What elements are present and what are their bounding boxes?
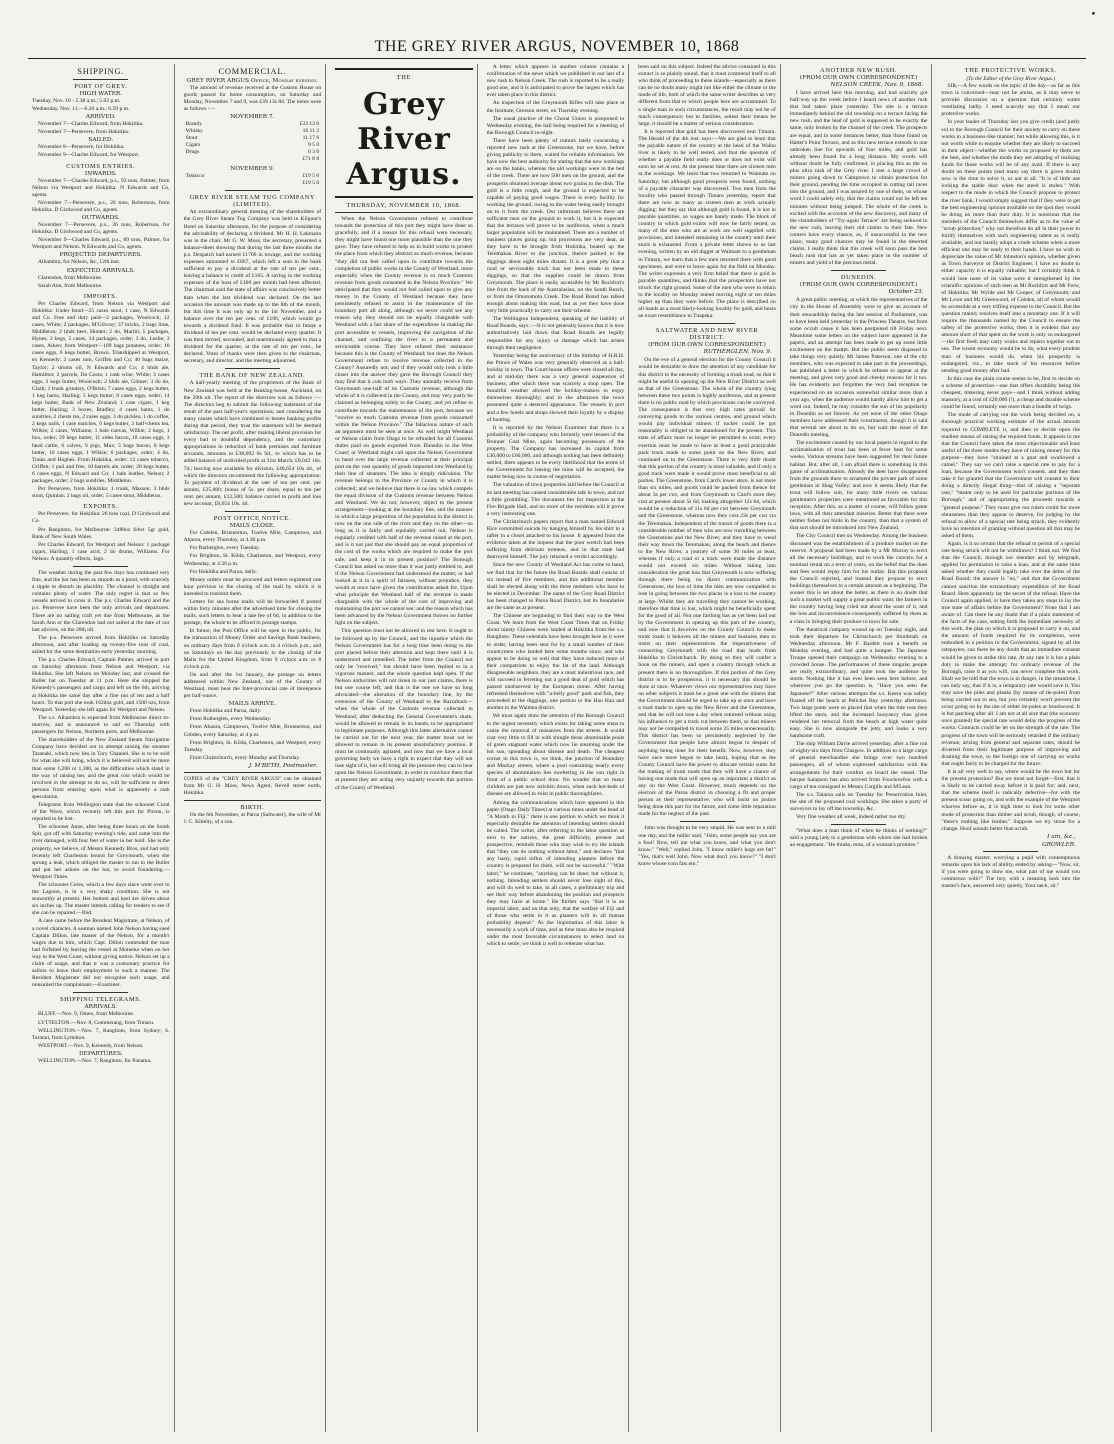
paragraph: SIR,—A few words on the topic of the day—as far as this town is concerned—may not be amiss, as it may serve to provoke discussion on a question that certainly wants ventilating badly. I need scarcely say that I mean our protective works. xyxy=(941,83,1080,118)
section-subheading: GREY RIVER STEAM TUG COMPANY (LIMITED). xyxy=(189,194,316,209)
paragraph: Per Rangitoto, for Melbourne: 3488oz 6dwt 5gr gold, Bank of New South Wales. xyxy=(32,526,170,540)
section-subheading: THE BANK OF NEW ZEALAND. xyxy=(199,372,306,380)
paragraph: Since the new County of Westland Act has come to hand, we find that for the future the Road Boards shall consist of six instead of five members, and this additional member shall be elected along with the three members who have to be elected in December. The name of the Grey Road District has been changed to Paroa Road District, but its boundaries are the same as at present. xyxy=(486,562,625,612)
paragraph: The excitement caused by our local papers in regard to the acclimatisation of trout has been at fever heat for some weeks. Various streams have been suggested for their future habitat. But, after all, I am afraid there is something in this game of acclimatisation. Already the deer have disappeared from the grounds there to ornament the private park of some gentleman in Shag Valley; and now it seems likely that the trout will follow suit, for many little rivers on various gentlemen's properties were mentioned as favorable for this reception. After this, as a matter of course, will follow game laws, with all their attendant miseries. Better that there were neither fishes nor birds in the country, than that a system of that sort should be introduced into New Zealand. xyxy=(789,440,928,532)
table-cell-item: Cigars xyxy=(185,142,201,149)
section-subheading: DUNEDIN. xyxy=(840,274,877,282)
section-subheading: THE PROTECTIVE WORKS. xyxy=(964,67,1057,74)
section-subheading: ANOTHER NEW RUSH. xyxy=(820,67,898,74)
paragraph: Tuesday, Nov. 10 - 5.38 a.m.; 5.02 p.m. xyxy=(32,98,121,104)
label: MAILS ARRIVE. xyxy=(228,701,277,708)
section-heading: COMMERCIAL. xyxy=(218,67,287,76)
label: DEPARTURES. xyxy=(78,1050,123,1057)
letter-address: (To the Editor of the Grey River Argus.) xyxy=(966,76,1056,82)
paragraph: For Rutherglen, every Tuesday. xyxy=(189,545,260,552)
paragraph: Among the communications which have appeared in this paper (Otago Daily Times) at various times under the head of "A Month in Fiji," there is one portion to which we think it especially desirable the attention of intending settlers should be called. The writer, after referring to the labor question as next to the natives, the great difficulty, present and prospective, reminds those who may wish to try the islands that "they can do nothing without labor," and declares "that any hasty, rapid influx of intending planters before the country is prepared for them, will not be successful." "With labor," he continues, "anything can be done; but without it, nothing. Intending settlers should never lose sight of this, and will do well to take, in all cases, a preliminary trip and see their way before abandoning the position and prospects they may have at home." He further says "that it is an imperial labor, and on that only, that the welfare of Fiji and of those who settle in it as planters will in all human probability depend." As the importation of this labor is necessarily a work of time, and as time must also be required under the most favorable circumstances to select land on which to settle, we think it well to reiterate what has xyxy=(486,799,625,948)
label: (FROM OUR OWN CORRESPONDENT.) xyxy=(799,75,918,81)
section-subheading: EXPORTS. xyxy=(83,503,118,511)
paragraph: The weather during the past few days has continued very fine, and the bar has been as smooth as a pond, with scarcely a ripple to disturb its placidity. The channel is straight and contains plenty of water. The only regret is that so few vessels arrived to cross it. The p.s. Charles Edward and the p.s. Persevere have been the only arrivals and departures. There are no sailing craft yet due from Melbourne, as the Sarah Ann or the Clarendon had not sailed at the date of our last advices, on the 28th ult. xyxy=(32,569,170,633)
table-cell-item: Whisky xyxy=(185,128,203,135)
paragraph: The s.s. Taiaroa sails on Tuesday for Preservation Inlet, the site of the proposed coal workings. She takes a party of surveyors to lay off the township, &c. xyxy=(789,791,928,812)
paragraph: been said on this subject. Indeed the advice contained in this extract is so plainly sound, that it must commend itself to all who think of proceeding to these islands—especially as there can be no doubt many might not like either the climate or the mode of life, both of which the same writer describes as very different from that to which people here are accustomed. To a single man in such circumstances, the result may not be of much consequence; but to families, unless their means be large, it should be a matter of serious consideration. xyxy=(638,64,776,127)
label: (FROM OUR OWN CORRESPONDENT.) xyxy=(799,282,918,289)
paragraph: "What does a man think of when he thinks of nothing?" said a young lady to a gentleman with whom she had broken an engagement. "He thinks, miss, of a woman's promise." xyxy=(789,828,928,849)
label: GREY RIVER ARGUS Office, Monday evening. xyxy=(186,78,318,84)
divider xyxy=(184,800,322,801)
table-cell-amount: £19 5 0 xyxy=(302,173,320,180)
paragraph: A letter which appears in another column contains a confirmation of the news which we published in our last of a new rush to Nelson Creek. The rush is reported to be a really good one, and it is anticipated to prove the largest which has ever taken place in this district. xyxy=(486,64,625,99)
table-row xyxy=(184,128,322,135)
paragraph: From Hokitika and Paroa, daily. xyxy=(189,708,262,715)
paragraph: WELLINGTON.—Nov. 7, Rangitoto, for Panama. xyxy=(38,1057,152,1064)
paragraph: The City Council met on Wednesday. Among the business discussed was the establishment of a produce market on the reserve. A proposal had been made by a Mr Murray to erect all the necessary buildings, and to work the concern for a nominal rental on a term of years, on the belief that the dues and fees would repay him for his outlay. But this proposal the Council rejected, and instead they propose to erect buildings themselves to a certain amount as a beginning. The sooner this is set about the better, as there is no doubt that such a market will supply a great public want; the farmers in the country having long cried out about the want of it, and the loss and inconvenience consequently suffered by them as a class in bringing their produce to town for sale. xyxy=(789,533,928,625)
column-1 xyxy=(32,64,175,1432)
label: INWARDS. xyxy=(84,170,117,177)
section-subheading: PORT OF GREY. xyxy=(74,83,128,90)
columns xyxy=(32,64,1084,1432)
label: NOVEMBER 9. xyxy=(230,166,275,173)
divider xyxy=(983,851,1038,852)
paragraph: A great public meeting, at which the representatives of the city in the House of Assembly were to give an account of their stewardship during the late session of Parliament, was to have been held yesterday in the Princess Theatre, but from some occult cause it has been postponed till Friday next. Meantime some letters on the subject have appeared in the papers, and an attempt has been made to get up some little excitement on the matter. But the public seem disposed to take things very quietly. Mr James Paterson, one of the city members, who was expected to take part in the proceedings, has published a letter in which he refuses to appear at the meeting, and gives very good and cheeky reasons for it too. He has evidently not forgotten the very bad reception he experienced on an occasion somewhat similar more than a year ago, when the audience would hardly allow him to get a word out. Indeed, he may consider the sun of his popularity in Dunedin as set forever. As yet none of the other Otago members have addressed their constituents, though it is said that several are about to do so, but wait the issue of the Dunedin meeting. xyxy=(789,297,928,439)
paragraph: The usual practice of the Choral Union is postponed to Wednesday evening, the hall being required for a meeting of the Borough Council to-night. xyxy=(486,115,625,136)
table-row xyxy=(184,142,322,149)
paragraph: Per Charles Edward, for Westport and Nelson: 1 package cigars, Harling; 1 case acid, 2 do drums, Williams. For Nelson: A quantity effects, Jago. xyxy=(32,541,170,562)
section-subheading: SHIPPING TELEGRAMS. xyxy=(59,996,142,1004)
divider xyxy=(225,190,280,191)
label: HIGH WATER. xyxy=(79,91,123,97)
column-5 xyxy=(638,64,781,1432)
paragraph: For Hokitika and Paroa, daily. xyxy=(189,568,257,575)
paragraph: On the 6th November, at Paroa (Saltwater), the wife of Mr J. C. Kittelty, of a son. xyxy=(183,812,322,826)
paragraph: November 7—Charles Edward, from Hokitika. xyxy=(38,121,144,128)
letter-signature: GROWLER. xyxy=(1041,841,1076,848)
paragraph: A drawing master, worrying a pupil with contemptuous remarks upon his lack of ability, ended by asking—"Now, sir, if you were going to draw me, what part of me would you commence with?" The boy, with a meaning look into the master's face, answered very quietly, Your neck, sir." xyxy=(941,854,1080,890)
divider xyxy=(73,566,128,567)
divider xyxy=(335,196,473,198)
paragraph: An extraordinary general meeting of the shareholders of the Grey River Steam Tug Company was held in Kilgour's Hotel on Saturday afternoon, for the purpose of considering the advisability of declaring a dividend. Mr H. H. Lahmann was in the chair. Mr G. W. Moss, the secretary, presented a balance-sheet showing that during the last three months the p.s. Despatch had earned £1706 in towage, and the working expenses amounted to £867, which left a sum in the bank sufficient to pay a dividend at the rate of ten per cent., leaving a balance to credit of £165. A saving in the working expenses of the boat of £100 per month had been affected. The chairman said the state of affairs was conclusively better than when the last dividend was declared. On the last occasion the amount was made up to the 8th of the month, but this time it was only up to the 1st November, and a balance over the ten per cent. of £106, which would go towards a dividend fund. It was probable that in future a dividend of ten per cent. would be declared every quarter. It was then moved, seconded, and unanimously agreed to that a dividend for the quarter, at the rate of ten per cent., be declared. Votes of thanks were then given to the chairman, secretary, and director, and the meeting adjourned. xyxy=(183,209,322,365)
paragraph: Per Persevere, from Hokitika: 1 trunk, Masson; 3 hhds stout, Quinlan; 2 bags oil, order; 5 cases stout, Middleton. xyxy=(32,486,170,500)
column-7 xyxy=(941,64,1084,1432)
nameplate-the: THE xyxy=(396,74,412,81)
paragraph: The s.s. Alhambra is expected from Melbourne direct to-morrow, and is announced to sail on Thursday with passengers for Nelson, Northern ports, and Melbourne. xyxy=(32,714,170,736)
masthead-rule xyxy=(28,58,1086,59)
paragraph: The ship William Davie arrived yesterday, after a fine run of eighty-six days from Glasgow. In addition to a large cargo of general merchandise she brings over two hundred passengers, all of whom expressed satisfaction with the arrangements for their comfort on board the vessel. The barque Sampson has also arrived from Foochowfoo with a cargo of tea consigned to Messrs Cargills and M'Lean. xyxy=(789,741,928,790)
divider xyxy=(831,270,886,271)
paragraph: November 8—Persevere, for Hokitika. xyxy=(38,144,125,151)
paragraph: The shareholders of the New Zealand Steam Navigation Company have decided not to attempt raising the steamer Taranaki, which now lies in Tory Channel. She is to be sold for what she will bring, which it is believed will not be more than some 1,200 or 1,300, as the difficulties which stand in the way of raising her, and the great cost which would be involved in the attempt to do so, will be sufficient to deter persons from entering upon what is apparently a rash speculation. xyxy=(32,737,170,800)
paragraph: In this case the plain course seems to be, first to decide on a scheme of protection—one that offers durability being the cheapest, tinkering never pays—and I think without adding masonry, at a cost of £20,000 (!), a cheap and durable scheme could be found, certainly one more than a bundle of twigs. xyxy=(941,375,1080,411)
dateline: THURSDAY, NOVEMBER 10, 1868. xyxy=(346,202,462,209)
paragraph: LYTTELTON.—Nov. 8, Commerang, from Timaru. xyxy=(38,1019,155,1026)
paragraph: Clarendon, from Melbourne. xyxy=(38,274,103,281)
page-corner-mark: • xyxy=(1090,10,1096,20)
divider xyxy=(831,824,886,825)
paragraph: The schooner Ceres, which a few days since went over to the Lagoon, is in a very shaky condition. She is not seaworthy at present. Her bottom and keel are driven about six inches up. The master intends calling for tenders to see if she can be repaired.—Ibid. xyxy=(32,882,170,917)
paragraph: There have been plenty of rumors lately concerning a reported new rush at the Greenstone, but we have, before giving publicity to them, waited for reliable information. We have now the best authority for stating that the new workings are on the banks, whereas the old workings were in the bed of the creek. There are now 500 men on the ground, and the prospects obtained average about two grains to the dish. The gold is a little rough, and the ground is expected to be capable of paying good wages. There is every facility for working the ground, owing to the water being easily brought on to it from the creek. Our informant believes there are sufficient men on the ground to work it, but it is expected that the terraces will prove to be auriferous, when a much larger population will be maintained. There are a number of business places going up, but provisions are very dear, as they have to be brought from Hokitika, boated up the Teremakau River to the junction, thence packed to the diggings about eight miles distant. It is a great pity that a road or serviceable track has not been made to these diggings, so that the supplies could be drawn from Greymouth. The place is easily accessible by Mr Rochfort's line from the back of the Australasian, on the South Beach, or from the Omotomotu Creek. The Road Board has talked enough about making this road, but as yet they have done very little practically to carry out their scheme. xyxy=(486,137,625,315)
paragraph: November 7—Persevere, p.s., 26 tons, Robertson, from Hokitika. D Girdwood and Co, agents. xyxy=(32,199,170,213)
paragraph: John was thought to be very stupid. He was sent to a mill one day, and the miller said, "John, some people say you are a fool! Now, tell me what you know, and what you don't know." "Well," replied John, "I know miller's hogs are fat!" "Yes, that's well John. Now what don't you know?" "I don't know whose corn fats em." xyxy=(638,825,776,867)
paragraph: November 9—Charles Edward, for Westport. xyxy=(38,152,140,159)
paragraph: A case came before the Resident Magistrate, at Nelson, of a novel character. A seaman named John Nelson having sued Captain Dillon, late master of the Nelson, for a month's wages due to him, which Capt. Dillon contended the man had forfeited by leaving the vessel at Motueka when on her way to the West Coast, without giving notice. Nelson set up a claim of usage, and that it was a customary practice for sailors to leave their employment in such a manner. The Resident Magistrate did not recognise such usage, and nonsuited the complainant.—Examiner. xyxy=(32,918,170,989)
divider xyxy=(73,992,128,993)
section-subheading: SALTWATER AND NEW RIVER DISTRICT. xyxy=(655,327,759,342)
table-cell-item: Drugs xyxy=(185,149,200,156)
paragraph: From Rutherglen, every Wednesday. xyxy=(189,716,272,723)
postmaster-signature: J. M'BETH, Postmaster. xyxy=(248,762,318,769)
divider xyxy=(335,68,473,70)
paragraph: It is reported by the Nelson Examiner that there is a probability of the company who formerly were lessees of the Brunner Coal Mine, again becoming possessors of the property. The Company has increased its capital from £30,000 to £60,000, and although nothing has been definitely settled, there appears to be every likelihood that the terms of the Government for leasing the mine will be accepted, the matter being now in course of negotiation. xyxy=(486,424,625,481)
label: EXPECTED ARRIVALS. xyxy=(66,267,135,274)
editorial-paragraph: This question must not be allowed to rest here. It ought to be followed up by the Council, and the injustice which the Nelson Government has for a long time been doing to the port placed before their attention and kept there until it is understood and remedied. The letter from the Council not only be "received," but should have been replied to in a vigorous manner, and the whole question kept open. If the Nelson authorities will not listen to our just claims, there is but one course left, and that is the one we have so long advocated—the alteration of the boundary line, by the extension of the County of Westland to the Razorback—when the whole of the Customs revenue collected in Westland, after deducting the General Government's share, would be allowed to remain in its hands, to be appropriated to legitimate purposes. Although this latter alternative cannot be carried out for the next year, the matter must not be allowed to remain in its present unsatisfactory position. It must be continually agitated, and now that we have a local governing body we have a right to expect that they will not lose sight of it, but will bring all the pressure they can to bear upon the Nelson Government, in order to convince them that at present they are acting very unjustly towards this portion of the County of Westland. xyxy=(335,628,473,791)
section-subheading: IMPORTS. xyxy=(83,292,118,300)
paragraph: From Ahaura, Camptown, Twelve Mile, Brunnerton, and Cobden, every Saturday, at 4 p.m. xyxy=(183,724,322,738)
paragraph: On and after the 1st January, the postage on letters addressed within New Zealand, out of the County of Westland, must bear the Inter-provincial rate of threepence per half-ounce. xyxy=(183,671,322,700)
dateline-place: October 23. xyxy=(888,289,924,296)
revenue-table-nov7 xyxy=(184,121,322,163)
table-cell-item: Brandy xyxy=(185,121,203,128)
table-row xyxy=(184,173,322,180)
section-subheading: BIRTH. xyxy=(240,804,265,812)
paragraph: The p.s. Persevere arrived from Hokitika on Saturday afternoon, and after loading up twenty-five tons of coal, sailed for the same destination early yesterday morning. xyxy=(32,634,170,655)
paragraph: Money orders must be procured and letters registered one hour previous to the closing of the mail by which it is intended to transmit them. xyxy=(183,576,322,597)
copies-notice: COPIES of the "GREY RIVER ARGUS" can be obtained from Mr G. H. Moss, News Agent, Revell street north, Hokitika. xyxy=(183,775,322,797)
nameplate: Grey River Argus. xyxy=(346,87,462,192)
label: ARRIVALS. xyxy=(84,1004,118,1011)
divider xyxy=(225,368,280,369)
table-row xyxy=(184,149,322,156)
paragraph: For Brighton, St. Kilda, Charleston, and Westport, every Wednesday, at 4.30 p.m. xyxy=(183,553,322,567)
paragraph: The Wellington Independent, speaking of the liability of Road Boards, says :—It is not generally known that it is now authoritatively laid down that Road Boards are legally responsible for any injury or damage which has arisen through their negligence. xyxy=(486,316,625,351)
paragraph: On the eve of a general election for the County Council it would be desirable to draw the attention of any candidate for this district to the necessity of forming a trunk road, so that it might be useful in opening up the New River District as well as that of the Greenstone. The whole of the country lying between these two points is highly auriferous, and at present there is no public road by which provisions can be conveyed. The consequence is that very high rates prevail for conveying goods to the various centres, and ground which would pay individual miners if tucker could be got reasonably is obliged to be abandoned for the present. This state of affairs must no longer be permitted to exist; every exertion must be made to have at least a good practicable pack track made to some point on the New River, and continued on to the Greenstone. There is very little doubt that this portion of the country is most valuable, and if only a good track were made it would prove most beneficial to all parties. The Greenstone, from Card's lower store, is not more than six miles, and goods could be packed from thence for about 3s per cwt, and from Greymouth to Card's store they cost at present about 5s 6d, making altogether 12s 6d, which would be a reduction of 11s 6d per cwt between Greymouth and the Greenstone, whereas now they cost 23s per cwt via the Teremakau. Independent of the transit of goods there is a considerable number of men who are now travelling between the Greenstone and the New River, and they have to wend their way down the Teremakau, along the beach and thence to the New River, a journey of some 30 miles at least, whereas if only a road or a track were made the distance would not exceed six miles. Without taking into consideration the great loss that Greymouth is now suffering through there being no direct communication with Greenstone, the loss of time the men are now compelled to lose in going between the two places is a loss to the country at large. Whilst they are travelling they cannot be working, therefore that time is lost, which might be beneficially spent for the good of all. Not one farthing has as yet been laid out by the Government in opening up this part of the country, and now that it devolves on the County Council to make trunk roads it behoves all the miners and business men to insist on their representatives the imperativeness of connecting Greymouth with the road that leads from Hokitika to Christchurch. By doing so they will confer a boon on the miners, and open a country through which at present there is no thoroughfare. If this portion of the Grey district is to be prosperous, it is necessary this should be done at once. Whatever views our representatives may have on other subjects it must be a great one with the miners that the Government should be urged to take up at once and have a road made to open up the New River and the Greenstone, and that he will not lose a day when returned without using his influence to get a track cut between them, so that miners may not be compelled to travel some 25 miles unnecessarily. This district has been so persistently neglected by the Government that people have almost begun to despair of anything being done for their benefit. Now, however, they have once more begun to take heart, hoping that as the County Council have the power to allocate certain sums for the making of trunk roads that they will have a chance of having one made that will open up an important a district as any on the West Coast. However, much depends on the electors of the Paroa district in choosing a fit and proper person as their representative, who will insist on justice being done this part for the future, and some little reparation made for the neglect of the past. xyxy=(638,357,776,818)
table-cell-amount: £33 12 0 xyxy=(299,121,320,128)
table-cell-item: Tobacco xyxy=(185,173,205,180)
section-subheading: POST OFFICE NOTICE. xyxy=(213,515,291,523)
paragraph: WESTPORT.—Nov. 9, Kennedy, from Nelson. xyxy=(38,1042,144,1049)
paragraph: It is reported that gold has been discovered near Timaru. The Herald of the 4th inst. says:—We are glad to learn that the payable nature of the country at the head of the Waiho river is likely to be well tested, and that the question of whether a payable field really does or does not exist will soon be set at rest. At the present time there are sixteen men at the workings. We learn that two returned to Waimate on Saturday; but although good prospects were found, nothing of a payable character was discovered. Two men from the locality who passed through Timaru yesterday, report that there are now as many as sixteen men at work actually digging; but they say that although gold is found, it is not in payable quantities, so wages are barely made. The block of country in which gold exists will now be fairly tested, as many of the men who are at work are well supplied with provisions, and intended remaining in the country until their stock is exhausted. From a private letter shown to us last evening, written by an old digger at Waimate to a gentleman in Timaru, we learn that a few men returned there with good specimens, and were to leave again for the field on Monday. The writer expresses a very firm belief that there is gold in payable quantities, and thinks that the prospectors have not struck the right ground. Some of the men who were to return to the locality on Monday intend moving eight or ten miles higher up than they were before. The place is described on all hands as a most likely-looking locality for gold, and bears an exact resemblance to Tuapeka. xyxy=(638,128,776,320)
label: OUTWARDS. xyxy=(81,215,120,222)
paragraph: Very fine weather all week, indeed rather too dry. xyxy=(795,814,907,821)
paragraph: I have arrived here this morning, and had scarcely got half-way up the creek before I heard news of another rush that had taken place yesterday. The site is a terrace immediately behind the old township on a terrace facing the new rush, and the lead of gold is supposed to be exactly the same, only broken by the channel of the creek. The prospects are equal, and in some instances better, than those found on Hatter's Point Terrace, and as this new terrace extends in one unbroken line for upwards of four miles, and gold has already been found for a long distance. My words will without doubt be fully confirmed, in placing this as the no plus ultra rush of the Grey river. I met a large crowd of miners going down to Camptown to obtain protection for their ground, pending the time occupied in cutting tail races into the ground, and I was assured by one of them, on whose word I could safely rely, that the claims could not be left ten minutes without being jumped. The whole of the creek is excited with the accounts of the new discovery, and many of the claimholders of "Try-again Terrace" are being seduced to the new rush, leaving their old claims to their fate. New comers have every chance, as, if unsuccessful in the new place, many good chances may be found in the deserted claims. I really think that this creek will soon pass the best beach rush that has as yet taken place in the number of miners and yield of the precious metal. xyxy=(789,90,928,267)
paragraph: The mode of carrying out the work being decided on, a thorough practical working estimate of the actual amount required to COMPLETE it, and then to decide upon the readiest means of raising the required funds. It appears to me that the Council have taken the most objectionable and least useful of the three modes they have of raising money for this purpose—they have "strained at a gnat and swallowed a camel." They say we can't raise a special rate to pay for a loan, because the Government won't consent, and they then take it for granted that the Government will consent to their doing a directly illegal thing—that of raising a "separate rate," "meant only to be used for particular portions of the Borough," and of appropriating the proceeds towards a "general purpose." They must give our rulers credit for more obtuseness than they appear to deserve, for judging by the refusal to allow of a special rate being struck, they evidently have no intention of granting without question all that may be asked of them. xyxy=(941,412,1080,539)
paragraph: From Christchurch, every Monday and Thursday. xyxy=(189,754,301,761)
divider xyxy=(184,772,322,773)
paragraph: BLUFF.—Nov. 9, Omeo, from Melbourne. xyxy=(38,1011,135,1018)
paragraph: Alhambra, for Nelson, &c, 12th inst. xyxy=(38,259,121,266)
section-heading: SHIPPING. xyxy=(77,67,125,76)
dateline-place: NELSON CREEK, Nov. 9, 1868. xyxy=(830,82,924,88)
paragraph: Sarah Ann, from Melbourne. xyxy=(38,282,103,289)
paragraph: The valuation of town properties laid before the Council at its last meeting has caused considerable talk in town, and not a little grumbling. The document lies for inspection at the Fire Brigade Hall, and no more of the residents will it prove a very interesting one. xyxy=(486,482,625,517)
table-row xyxy=(184,180,322,187)
masthead xyxy=(28,26,1086,56)
paragraph: Letters for sea borne mails will be forwarded if posted within forty minutes after the advertised time for closing the mails, such letters to bear a late fee of 6d, in addition to the postage, the whole to be affixed in postage stamps. xyxy=(183,598,322,627)
paragraph: For Cobden, Brunnerton, Twelve Mile, Camptown, and Ahaura, every Thursday, at 4.30 p.m. xyxy=(183,530,322,544)
dateline-place: RUTHERGLEN, Nov. 9. xyxy=(703,349,772,356)
column-2 xyxy=(184,64,327,1432)
label: NOVEMBER 7. xyxy=(230,114,275,121)
label: ARRIVED. xyxy=(85,114,116,121)
paragraph: The theatrical company wound up on Tuesday night, and took their departure for Christchurch per Sturdmah on Wednesday afternoon. Mr F. Bardett took a benefit on Monday evening, and had quite a bumper. The Japanese Troupe opened their campaign on Wednesday evening to a crowded house. The performances of these singular people are really extraordinary, and quite took the audience by storm. Nothing like it has ever been seen here before, and wherever you go the question is, "Have you seen the Japanese?" After various attempts the s.s. Keera was safely floated off the beach at Pelichet Bay yesterday afternoon. Two large punts were so placed that when the tide rose they lifted the stern, and the increased buoyancy thus given rendered her removal from the beach at high water quite easy. She is now alongside the jetty, and looks a very handsome craft. xyxy=(789,626,928,740)
paragraph: Telegrams from Wellington state that the schooner Coral of the Wave, which recently left this port for Picton, is reported to be lost. xyxy=(32,801,170,823)
paragraph: Per Charles Edward, from Nelson via Westport and Hokitika: Under bond—25 cases stout, 1 case, N Edwards and Co. Free and duty paid—2 packages, Woolcock; 12 cases, White; 2 packages, M'Gilvray; 37 bricks, 2 bags lime, Middleton; 2 hhds beer, Hunter; 2 do, Martin; 5 packages, Hynes; 2 kegs, 5 cases, 14 packages, order; 3 do, Leslie; 3 cases, Aiken; from Westport—109 bags potatoes, order; 10 cases eggs, 6 kegs butter, Brown. Transhipped at Westport, ex Kennedy: 2 cases rum, Griffen and Co; 40 bags maize, Taylor; 2 drums oil, N Edwards and Co; 4 hhds ale, Hamilton; 2 parcels, Da Costa; 1 cask wine, White; 3 cases eggs, 3 kegs butter, Woolcock; 2 hhds ale, Gilmer; 3 do do, Clark; 1 trunk grindery, O'Brien; 7 cases eggs, 2 kegs butter, 1 keg hams, Harling; 5 kegs butter, 8 cases eggs, order; 14 kegs butter, Bank of New Zealand; 1 case cigars, 1 keg butter, Harling; 3 boxes, Bradley; 4 cases hams, 1 do sundries, 2 chests tea, 2 cases eggs, 3 do pickles, 1 do coffee, 2 kegs nails, 1 case matches, 6 kegs butter, 3 half-chests tea, Wilkie; 2 cases, Williams; 1 bale canvas, Wilkie; 2 kegs, 1 box, order; 29 kegs butter, 11 sides bacon, 18 cases eggs, 3 head cattle, 6 calves, 9 pigs, Max; 5 bags bacon, 8 kegs butter, 16 cases eggs, J Wilkie; 6 packages, order; 4 do, Tonks and Hughes. From Hokitika, order: 12 cases tobacco, Griffen; 1 pail and free, 10 barrels ale, order; 20 kegs butter, 6 cases eggs, N Edward and Co; 1 bale leather, Nelson; 2 packages, order; 2 bags sundries, Middleton. xyxy=(32,300,170,485)
paragraph: The p.s. Charles Edward, Captain Palmer, arrived in port on Saturday afternoon from Nelson and Westport, via Hokitika. She left Nelson on Monday last, and crossed the Buller bar on Tuesday at 11 p.m. Here she shipped the Kennedy's passengers and cargo and left on the 6th, arriving at Hokitika the same day after a fine run of ten and a half hours. To that port she took 162doz gold, and 1500 ozs, from Westport. Yesterday she left again for Westport and Nelson. xyxy=(32,657,170,713)
section-subheading: CUSTOMS ENTRIES. xyxy=(66,162,136,170)
table-cell-amount: 9 5 0 xyxy=(307,142,320,149)
paragraph: Wednesday, Nov. 11.—6.26 a.m.; 6.59 p.m. xyxy=(32,106,130,113)
revenue-table-nov9 xyxy=(184,173,322,187)
paragraph: The Christchurch papers report that a man named Edward Rice committed suicide by hanging himself by his shirt to a rafter in a closet attached to his house. It appeared from the evidence taken at the inquest that the poor wretch had been suffering from delirium tremens, and in that state had destroyed himself. The jury returned a verdict accordingly. xyxy=(486,518,625,561)
divider xyxy=(73,79,128,80)
letter-signoff: I am, &c., xyxy=(1047,833,1076,840)
divider xyxy=(335,212,473,213)
table-row xyxy=(184,156,322,163)
paragraph: A half-yearly meeting of the proprietors of the Bank of New Zealand was held at the Banking-house, Auckland, on the 29th ult. The report of the directors was as follows :— The directors beg to submit the following statement of the result of the past half-year's operations; and considering the many causes which have combined to lessen banking profits during that period, they trust the statement will be deemed satisfactory. The net profit, after making liberal provision for every bad or doubtful dependency, and the customary appropriations in reduction of bank premises and furniture accounts, amounts to £38,692 0s 9d., to which has to be added balance of undivided profit at 31st March, £8,042 10s. 7d.; leaving now available for division, £46,654 10s 4d., of which the directors recommend the following appropriation: To payment of dividend at the rate of ten per cent. per annum, £25,000; bonus of 5s. per share, equal to ten per cent. per annum, £12,500; balance carried to profit and loss new account, £8,654 10s. 4d. xyxy=(183,380,322,508)
paragraph: Yesterday being the anniversary of the birthday of H.R.H. the Prince of Wales was very generally observed as a half-holiday in town. The Court-house offices were closed all day, and at mid-day there was a very general suspension of business, after which there was scarcely a shop open. The beautiful weather allowed the holiday-makers to enjoy themselves thoroughly; and in the afternoon the town presented quite a deserted appearance. The vessels in port and a few hotels and shops showed their loyalty by a display of bunting. xyxy=(486,352,625,423)
paragraph: From Brighton, St. Kilda, Charleston, and Westport, every Tuesday. xyxy=(183,739,322,753)
table-row xyxy=(184,121,322,128)
divider xyxy=(225,511,280,512)
paragraph: November 7—Persevere, from Hokitika. xyxy=(38,129,130,136)
table-cell-item: Stout xyxy=(185,135,198,142)
paragraph: An inspection of the Greymouth Rifles will take place at the Institute, Gresson street, on Thursday evening. xyxy=(486,100,625,114)
paragraph: November 7—Charles Edward, p.s., 93 tons, Palmer, from Nelson via Westport and Hokitika. N Edwards and Co, agents. xyxy=(32,177,170,198)
table-total: £71 8 8 xyxy=(302,156,320,163)
divider xyxy=(680,821,735,822)
editorial-paragraph: When the Nelson Government refused to contribute towards the protection of this port they might have done so gracefully, and if a reason for this refusal were necessary, they might have found one more plausible than the one they gave. They have refused to help us to build works to protect the place from which they abstract so much revenue, because "they did not feel called upon to contribute towards the completion of public works in the County of Westland, more especially when the County revenue is so much Customs revenue from goods consumed in the Nelson Province." We anticipated that they would not feel called upon to give any money to the County of Westland because they have persistently refused to assist in the maintenance of the boundary port all along, although we never could see any reason why they should not be equally chargeable with Westland with a fair share of the expenditure in making the port accessible to vessels, improving the navigation of the channel, and confining the river to a permanent and serviceable course. They have refused their assistance because this is the County of Westland; but does the Nelson Government refuse to receive revenue collected in the County? Assuredly not, and if they would only look a little closer into the answer they gave the Borough Council they may find that it cuts both ways. They annually receive from Greymouth one-half of its Customs revenue, although the whole of it is collected in the County, and may very justly be claimed as belonging solely to the County, and yet refuse to contribute towards the maintenance of the port, because we "receive so much Customs revenue from goods consumed within the Nelson Province." The fallacious nature of such an argument must be seen at once. As well might Westland or Nelson claim from Otago to be refunded for all Customs duties paid on goods exported from Dunedin to the West Coast; or Westland might call upon the Nelson Government to hand over the large revenue collected at their principal port on the vast quantity of goods imported into Westland by their line of steamers. The idea is simply ridiculous. The revenue belongs to the Province or County in which it is collected; and we believe that there is no law which compels the equal division of the Customs revenue between Nelson and Westland. We do not, however, object to the present arrangement—looking at the boundary line, and the manner in which a large proportion of the population in the district is now on the one side of the river and they on the other—so long as it is fairly and equitably carried out, Nelson is regularly credited with half of the revenue raised at the port, and is it not just that she should pay an equal proportion of the cost of the works which are required to make the port safe, and keep it in its present position? The Borough Council has asked no more than it was justly entitled to, and if the Nelson Government had understood the matter, or had looked at it in a spirit of fairness, without prejudice, they would at once have given the contribution asked for. Upon what principle the Westland half of the revenue is made chargeable with the whole of the cost of improving and maintaining the port we cannot see; and the reason which has been advanced by the Nelson Government throws no further light on the subject. xyxy=(335,216,473,627)
paragraph: The amount of revenue received at the Custom House on goods passed for home consumption, on Saturday and Monday, November 7 and 9, was £39 13s 8d. The items were as follows :— xyxy=(183,85,322,113)
column-6 xyxy=(790,64,933,1432)
paragraph: The Chinese are beginning to find their way to the West Coast. We learn from the West Coast Times that on Friday about ninety Chinese were landed at Hokitika from the s.s. Rangitoto. These celestials have been brought here as it were to order, having been sent for by a small number of their countrymen who landed here some months since, and who appear to be doing so well that they have induced more of their compatriots to enjoy the fat of the land. Although disagreeable neighbors, they are a most industrious race, and will succeed in ferreting out a good deal of gold which has passed unobserved by the European miner. After having refreshed themselves with "a-belly good" pork and fish, they proceeded to the diggings, one portion to the Hau Hau and another to the Waimea district. xyxy=(486,613,625,712)
paragraph: In your leader of Thursday last you give credit (and justly so) to the Borough Council for their anxiety to carry on these works in a business-like manner; but while allowing this, is it not worth while to enquire whether they are likely to succeed in their object—whether the works so proposed by them are the best, and whether the mode they are adopting of realising funds for those works will be of any avail. If there is any doubt on these points (and many say there is grave doubt) now is the time to solve it, or not at all. "It is of little use locking the stable door when the steed is stolen." With respect to the mode in which the Council propose to protect the river bank, I would simply suggest that if they were to get the best engineering opinion available on the spot they would be doing no more than their duty. It is notorious that the members of the Council themselves differ as to the value of "scrub protection;" why not therefore do all in their power to fortify themselves with such engineering talent as is really available, and not hastily adopt a crude scheme when a more efficient one may be ready to their hands. I have no wish to depreciate the value of Mr Johnston's opinion, whether given as Town Surveyor or District Engineer. I have no doubt in either capacity it is equally valuable; but I certainly think it would lose none of its value were it strengthened by the scientific opinions of such men as Mr Rochfort and Mr Frew, of Hokitika; Mr Wylde and Mr Cooper, of Greymouth; and Mr Lowe and Mr Greenwood, of Cobden, all of whom would be accessible at a very trifling expense to the Council. But the question mainly resolves itself into a monetary one. If it will require the thousands named by the Council to ensure the safety of the protective works, then it is evident that any amount short of that spent on the work is only so endangered—the first fresh may carry works and repairs together out to sea. The wisest economy would be to do, what every prudent man of business would do, when his prosperity is endangered, viz., to take stock of his resources before sending good money after bad. xyxy=(941,119,1080,374)
paragraph: WELLINGTON.—Nov. 7, Rangitoto, from Sydney; S. Taranui, from Lyttelton. xyxy=(32,1027,170,1041)
label: MAILS CLOSE. xyxy=(229,523,275,530)
label: (FROM OUR OWN CORRESPONDENT.) xyxy=(648,342,766,349)
table-cell-amount: 16 11 2 xyxy=(302,128,320,135)
paragraph: November 7—Persevere, p.s., 26 tons, Robertson, for Hokitika. D Girdwood and Co, agents. xyxy=(32,222,170,236)
table-row xyxy=(184,135,322,142)
paragraph: Per Persevere, for Hokitika: 26 tons coal, D Girdwood and Co. xyxy=(32,511,170,525)
divider xyxy=(680,323,735,324)
paragraph: It is all very well to say, where would be the town but for the present protection? But we must not forget—first, that it is likely to be carried away before it is paid for; and, next, that the scheme itself is radically defective—for with the present scour going on, and with the example of the Westport wharves before us, it is high time to look for some other mode of protection than timber and scrub, though, of course, "there's nothing like leather." Suppose we try stone for a change. Hoof sounds better than scrub. xyxy=(941,769,1080,832)
paragraph: Again, is it so certain that the refusal to permit of a special rate being struck will not be withdrawn? I think not. We find that the Council, through our member and by telegraph, applied for permission to raise a loan, and at the same time asked whether they could legally take over the debts of the Road Board; the answer is "no," and that the Government cannot sanction the extraordinary expenditure of the Road Board. Here apparently lay the secret of the refusal. Have the Council again applied, or have they taken any steps to lay the true state of affairs before the Government? None that I am aware of. Can there be any doubt that if a plain statement of the facts of the case, setting forth the immediate necessity of this work, the plan on which it is proposed to carry it on, and the amount of funds required for its completion, were embodied in a petition to the Government, signed by all the ratepayers, can there be any doubt that an immediate consent would be given to strike this rate. At any rate it is but a plain duty to make the attempt; for ordinary revenue of the Borough, raise it as you will, can never complete this work. Shall we be told that the town is in danger, in the meantime, I can only say, that if it is, a temporary rate would save it. You may save the piles and planks (by means of tie-poles) from being carried out to sea, but you certainly won't prevent the scour going on by the use of either tie-poles or brushwood. It is but patching after all. I am not at all sure that (the economy once granted) the special rate would delay the progress of the works. Contracts could be let on the strength of the rate. The progress of the town will be seriously retarded if the ordinary revenue, arising from general and separate rates, should be diverted from their legitimate purpose of improving and draining the town, to the foreign one of carrying on works that ought fairly to be charged for the future. xyxy=(941,541,1080,767)
table-cell-amount: 11 17 6 xyxy=(302,135,320,142)
paragraph: We must again draw the attention of the Borough Council to the urgent necessity which exists for taking some steps to cause the removal of nuisances from the streets. It would cost very little to fill in with shingle those abominable pools of green stagnant water which now lie steaming under the hot sun, spreading about disease and death. The cheapest corner in this town is, we think, the junction of Boundary and Mackay streets, where a pool containing nearly every species of abomination lies sweltering in the sun right in front of a public school door. No wonder that so many children are just now stricken down, when such hot-beds of disease are allowed to exist in public thoroughfares. xyxy=(486,713,625,798)
paragraph: In future, the Post Office will be open to the public, for the transaction of Money Order and Savings Bank business, on ordinary days from 9 o'clock a.m. to 4 o'clock p.m., and on Saturdays on the day previously to the closing of the Mails for the United Kingdom, from 9 o'clock a.m. to 8 o'clock p.m. xyxy=(183,628,322,670)
table-cell-amount: 0 3 0 xyxy=(307,149,320,156)
masthead-title: THE GREY RIVER ARGUS, NOVEMBER 10, 1868 xyxy=(374,38,740,55)
label: PROJECTED DEPARTURES. xyxy=(59,252,142,259)
column-4 xyxy=(487,64,630,1432)
column-3 xyxy=(335,64,478,1432)
paragraph: November 9—Charles Edward, p.s., 89 tons, Palmer, for Westport and Nelson. N Edwards and Co, agents. xyxy=(32,237,170,251)
paragraph: The schooner Anne, after being three hours on the South Spit, got off with Saturday evening's tide, and came into the river damaged, with four feet of water in her hold. She is the property, we believe, of Messrs Kennedy Bros, and had only recently left Charleston bound for Greymouth, when she sprung a leak, which obliged the master to run to the Buller and put her ashore on the bar, to avoid foundering.—Westport Times. xyxy=(32,824,170,880)
label: SAILED. xyxy=(88,137,114,144)
table-total: £19 5 0 xyxy=(302,180,320,187)
